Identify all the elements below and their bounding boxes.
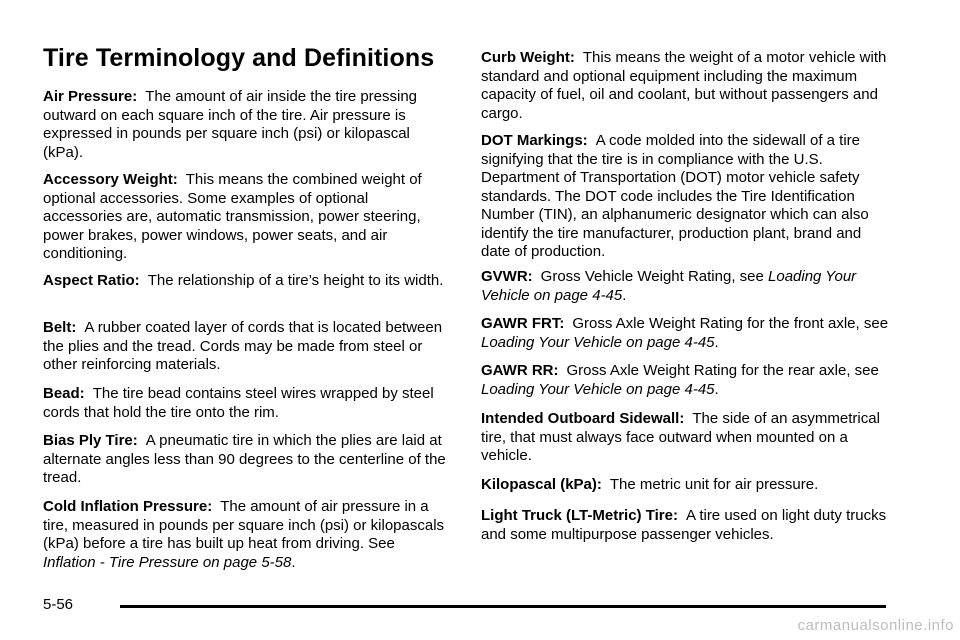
term: GAWR RR: xyxy=(481,362,559,379)
entry-dot-markings xyxy=(481,132,891,262)
entry-gawr-rr xyxy=(481,362,891,399)
term: Bias Ply Tire: xyxy=(43,432,138,449)
term: Air Pressure: xyxy=(43,88,138,105)
entry-gawr-frt xyxy=(481,315,891,352)
definition: Gross Vehicle Weight Rating, see xyxy=(540,268,769,285)
page-title: Tire Terminology and Definitions xyxy=(43,44,435,72)
definition: Gross Axle Weight Rating for the front axle, see xyxy=(572,315,889,332)
cross-reference: Loading Your Vehicle on page 4-45 xyxy=(481,268,857,304)
term: GVWR: xyxy=(481,268,533,285)
entry-gvwr xyxy=(481,268,891,305)
entry-belt xyxy=(43,319,451,375)
definition: This means the weight of a motor vehicle with standard and optional equipment including the maximum capacity of fuel, oil and coolant, but without passengers and cargo. xyxy=(481,49,887,122)
term: Kilopascal (kPa): xyxy=(481,476,602,493)
watermark: carmanualsonline.info xyxy=(797,617,954,634)
term: Cold Inflation Pressure: xyxy=(43,498,213,515)
term: Accessory Weight: xyxy=(43,171,178,188)
term: Curb Weight: xyxy=(481,49,575,66)
entry-bead xyxy=(43,385,451,422)
term: DOT Markings: xyxy=(481,132,588,149)
definition: The metric unit for air pressure. xyxy=(609,476,819,493)
definition: This means the combined weight of optional accessories. Some examples of optional accessories are, automatic transmission, power steering, power brakes, power windows, power seats, and air conditioning. xyxy=(43,171,422,262)
definition: A code molded into the sidewall of a tire signifying that the tire is in compliance with the U.S. Department of Transportation (DOT) motor vehicle safety standards. The DOT code includes the Tire Identification Number (TIN), an alphanumeric designator which can also identify the tire manufacturer, production plant, brand and date of production. xyxy=(481,132,869,260)
definition: The side of an asymmetrical tire, that must always face outward when mounted on a vehicle. xyxy=(481,410,880,464)
term: Belt: xyxy=(43,319,77,336)
cross-reference: Loading Your Vehicle on page 4-45 xyxy=(481,380,715,398)
entry-light-truck-tire xyxy=(481,507,891,544)
entry-accessory-weight xyxy=(43,171,451,264)
definition: The tire bead contains steel wires wrapped by steel cords that hold the tire onto the rim. xyxy=(43,385,434,421)
entry-kilopascal xyxy=(481,476,818,495)
term: Bead: xyxy=(43,385,85,402)
page-number: 5-56 xyxy=(43,596,74,613)
entry-cold-inflation-pressure xyxy=(43,498,451,572)
entry-bias-ply-tire xyxy=(43,432,451,488)
term: Aspect Ratio: xyxy=(43,272,140,289)
footer-rule xyxy=(120,605,886,608)
cross-reference: Loading Your Vehicle on page 4-45 xyxy=(481,333,715,351)
entry-intended-outboard-sidewall xyxy=(481,410,891,466)
definition: A rubber coated layer of cords that is located between the plies and the tread. Cords may be made from steel or other reinforcing materials. xyxy=(43,319,443,373)
entry-curb-weight xyxy=(481,49,891,123)
term: Intended Outboard Sidewall: xyxy=(481,410,685,427)
entry-air-pressure xyxy=(43,88,451,162)
term: GAWR FRT: xyxy=(481,315,565,332)
definition: The amount of air inside the tire pressing outward on each square inch of the tire. Air pressure is expressed in pounds per square inch (psi) or kilopascal (kPa). xyxy=(43,88,418,161)
definition: A pneumatic tire in which the plies are laid at alternate angles less than 90 degrees to the centerline of the tread. xyxy=(43,432,446,486)
definition-end: . xyxy=(714,333,719,351)
definition-end: . xyxy=(291,553,296,571)
definition: A tire used on light duty trucks and some multipurpose passenger vehicles. xyxy=(481,507,887,543)
definition-end: . xyxy=(622,286,627,304)
entry-aspect-ratio xyxy=(43,272,443,291)
definition-end: . xyxy=(714,380,719,398)
definition: Gross Axle Weight Rating for the rear axle, see xyxy=(566,362,879,379)
definition: The amount of air pressure in a tire, measured in pounds per square inch (psi) or kilopascals (kPa) before a tire has built up heat from driving. See xyxy=(43,498,445,552)
term: Light Truck (LT-Metric) Tire: xyxy=(481,507,678,524)
definition: The relationship of a tire’s height to its width. xyxy=(147,272,444,289)
cross-reference: Inflation - Tire Pressure on page 5-58 xyxy=(43,553,292,571)
